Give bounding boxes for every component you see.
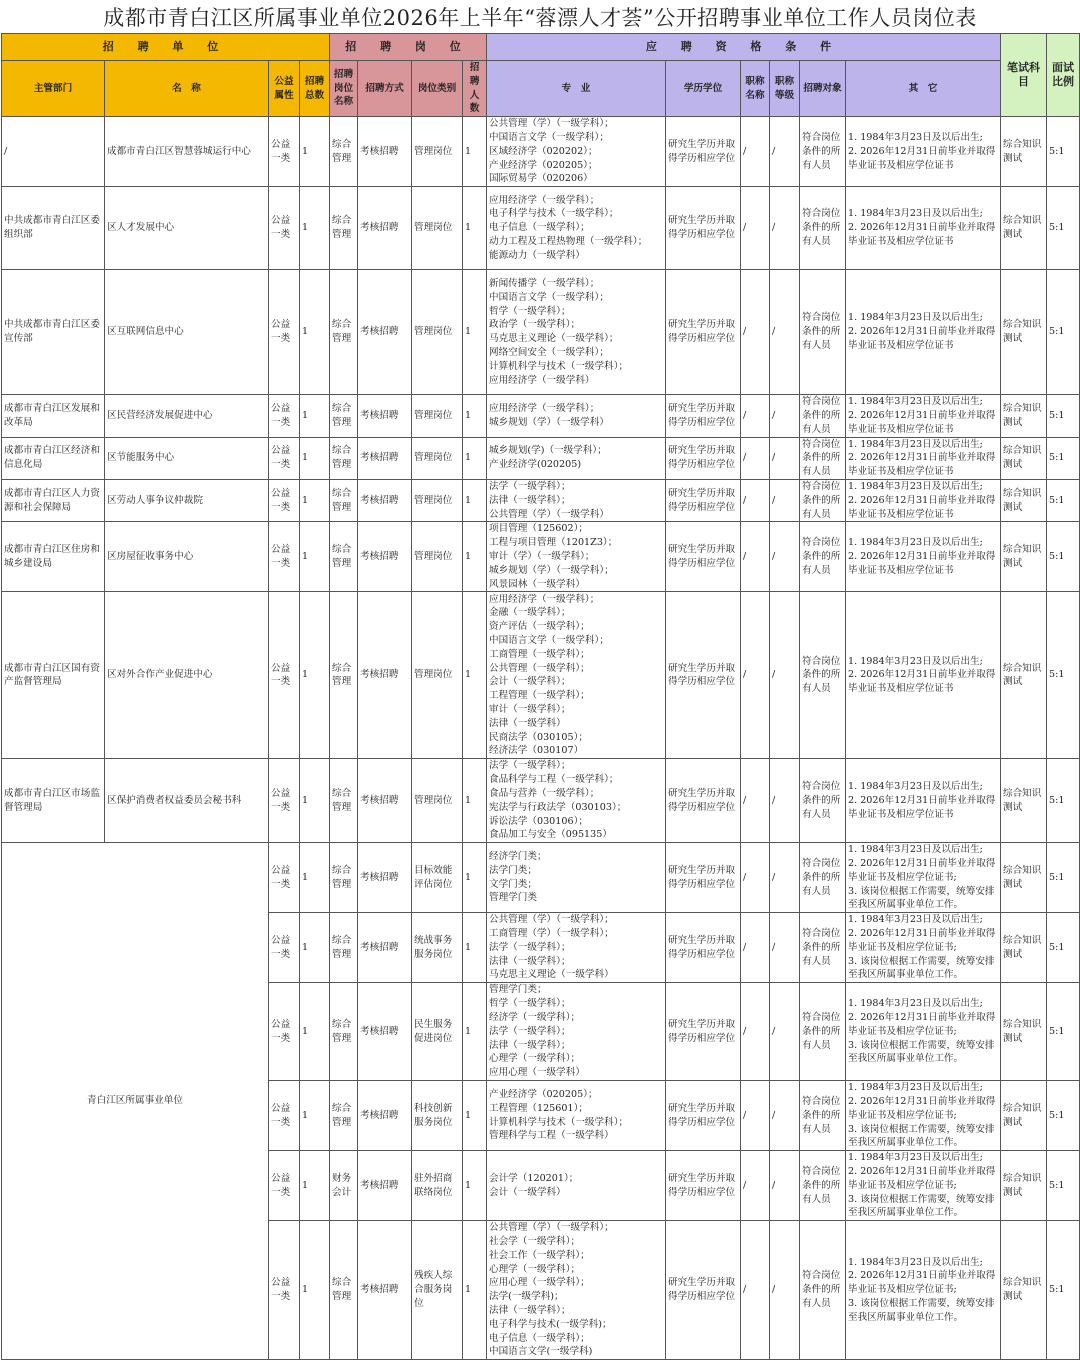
other-cell: 1. 1984年3月23日及以后出生; 2. 2026年12月31日前毕业并取得毕业证书及相应学位证书 [846, 187, 1001, 270]
group-header-unit: 招 聘 单 位 [2, 34, 330, 61]
title-level-cell: / [770, 1221, 800, 1360]
posname-cell: 综合管理 [330, 187, 358, 270]
other-cell: 1. 1984年3月23日及以后出生; 2. 2026年12月31日前毕业并取得毕业证书及相应学位证书; 3. 该岗位根据工作需要，统筹安排至我区所属事业单位工作。 [846, 913, 1001, 983]
unit-cell: 区互联网信息中心 [105, 270, 269, 395]
edu-cell: 研究生学历并取得学历相应学位 [666, 395, 741, 437]
title-level-cell: / [770, 187, 800, 270]
count-cell: 1 [463, 437, 487, 479]
title-name-cell: / [741, 759, 770, 843]
table-row [2, 522, 1080, 592]
total-cell: 1 [300, 187, 330, 270]
category-cell: 管理岗位 [412, 270, 463, 395]
major-cell: 管理学门类； 哲学（一级学科）； 经济学（一级学科）； 法学（一级学科）； 法律（一级学科）； 心理学（一级学科）； 应用心理（一级学科） [487, 983, 666, 1081]
category-cell: 科技创新服务岗位 [412, 1081, 463, 1151]
title-name-cell: / [741, 117, 770, 187]
method-cell: 考核招聘 [358, 843, 412, 913]
edu-cell: 研究生学历并取得学历相应学位 [666, 187, 741, 270]
posname-cell: 综合管理 [330, 592, 358, 759]
target-cell: 符合岗位条件的所有人员 [800, 187, 846, 270]
major-cell: 经济学门类； 法学门类； 文学门类； 管理学门类 [487, 843, 666, 913]
exam-cell: 综合知识测试 [1001, 395, 1047, 437]
edu-cell: 研究生学历并取得学历相应学位 [666, 479, 741, 521]
exam-cell: 综合知识测试 [1001, 913, 1047, 983]
total-cell: 1 [300, 592, 330, 759]
table-row [2, 270, 1080, 395]
count-cell: 1 [463, 913, 487, 983]
target-cell: 符合岗位条件的所有人员 [800, 759, 846, 843]
exam-cell: 综合知识测试 [1001, 187, 1047, 270]
total-cell: 1 [300, 1221, 330, 1360]
table-row [2, 437, 1080, 479]
method-cell: 考核招聘 [358, 437, 412, 479]
ratio-cell: 5:1 [1047, 437, 1080, 479]
method-cell: 考核招聘 [358, 1151, 412, 1221]
method-cell: 考核招聘 [358, 1081, 412, 1151]
major-cell: 应用经济学（一级学科）； 金融（一级学科）； 资产评估（一级学科）； 中国语言文学（一级学科）； 工商管理（一级学科）； 公共管理（一级学科）； 会计（一级学科）； 工程管理（一级学科）； 审计（一级学科）； 法律（一级学科） 民商法学（030105）； 经济法学（030107） [487, 592, 666, 759]
title-name-cell: / [741, 270, 770, 395]
edu-cell: 研究生学历并取得学历相应学位 [666, 983, 741, 1081]
total-cell: 1 [300, 437, 330, 479]
exam-cell: 综合知识测试 [1001, 1221, 1047, 1360]
attr-cell: 公益一类 [269, 395, 300, 437]
unit-cell: 区节能服务中心 [105, 437, 269, 479]
count-cell: 1 [463, 395, 487, 437]
major-cell: 新闻传播学（一级学科）； 中国语言文学（一级学科）； 哲学（一级学科）； 政治学（一级学科）； 马克思主义理论（一级学科）； 网络空间安全（一级学科）； 计算机科学与技术（一级学科）； 应用经济学（一级学科） [487, 270, 666, 395]
header-total: 招聘总数 [300, 61, 330, 117]
total-cell: 1 [300, 759, 330, 843]
attr-cell: 公益一类 [269, 522, 300, 592]
ratio-cell: 5:1 [1047, 1151, 1080, 1221]
target-cell: 符合岗位条件的所有人员 [800, 592, 846, 759]
title-name-cell: / [741, 1221, 770, 1360]
attr-cell: 公益一类 [269, 592, 300, 759]
method-cell: 考核招聘 [358, 1221, 412, 1360]
count-cell: 1 [463, 1221, 487, 1360]
ratio-cell: 5:1 [1047, 843, 1080, 913]
target-cell: 符合岗位条件的所有人员 [800, 843, 846, 913]
target-cell: 符合岗位条件的所有人员 [800, 1151, 846, 1221]
edu-cell: 研究生学历并取得学历相应学位 [666, 270, 741, 395]
total-cell: 1 [300, 117, 330, 187]
ratio-cell: 5:1 [1047, 759, 1080, 843]
ratio-cell: 5:1 [1047, 187, 1080, 270]
total-cell: 1 [300, 843, 330, 913]
major-cell: 公共管理（学）（一级学科）； 工商管理（学）（一级学科）； 法学（一级学科）； 法律（一级学科）； 马克思主义理论（一级学科） [487, 913, 666, 983]
exam-cell: 综合知识测试 [1001, 1081, 1047, 1151]
target-cell: 符合岗位条件的所有人员 [800, 1221, 846, 1360]
table-row [2, 592, 1080, 759]
other-cell: 1. 1984年3月23日及以后出生; 2. 2026年12月31日前毕业并取得毕业证书及相应学位证书; 3. 该岗位根据工作需要，统筹安排至我区所属事业单位工作。 [846, 843, 1001, 913]
dept-cell: 成都市青白江区住房和城乡建设局 [2, 522, 105, 592]
posname-cell: 综合管理 [330, 270, 358, 395]
ratio-cell: 5:1 [1047, 983, 1080, 1081]
title-level-cell: / [770, 913, 800, 983]
posname-cell: 综合管理 [330, 913, 358, 983]
title-level-cell: / [770, 592, 800, 759]
title-level-cell: / [770, 437, 800, 479]
target-cell: 符合岗位条件的所有人员 [800, 479, 846, 521]
category-cell: 管理岗位 [412, 522, 463, 592]
major-cell: 应用经济学（一级学科）； 电子科学与技术（一级学科）； 电子信息（一级学科）； 动力工程及工程热物理（一级学科）； 能源动力（一级学科） [487, 187, 666, 270]
total-cell: 1 [300, 522, 330, 592]
count-cell: 1 [463, 270, 487, 395]
category-cell: 残疾人综合服务岗位 [412, 1221, 463, 1360]
count-cell: 1 [463, 843, 487, 913]
title-level-cell: / [770, 843, 800, 913]
title-level-cell: / [770, 479, 800, 521]
header-dept: 主管部门 [2, 61, 105, 117]
edu-cell: 研究生学历并取得学历相应学位 [666, 1151, 741, 1221]
count-cell: 1 [463, 117, 487, 187]
target-cell: 符合岗位条件的所有人员 [800, 522, 846, 592]
category-cell: 目标效能评估岗位 [412, 843, 463, 913]
header-other: 其 它 [846, 61, 1001, 117]
attr-cell: 公益一类 [269, 437, 300, 479]
attr-cell: 公益一类 [269, 1081, 300, 1151]
method-cell: 考核招聘 [358, 187, 412, 270]
ratio-cell: 5:1 [1047, 479, 1080, 521]
edu-cell: 研究生学历并取得学历相应学位 [666, 437, 741, 479]
header-posname: 招聘岗位名称 [330, 61, 358, 117]
total-cell: 1 [300, 270, 330, 395]
posname-cell: 综合管理 [330, 1221, 358, 1360]
attr-cell: 公益一类 [269, 843, 300, 913]
table-row [2, 479, 1080, 521]
posname-cell: 综合管理 [330, 479, 358, 521]
edu-cell: 研究生学历并取得学历相应学位 [666, 522, 741, 592]
dept-cell: 成都市青白江区市场监督管理局 [2, 759, 105, 843]
method-cell: 考核招聘 [358, 479, 412, 521]
total-cell: 1 [300, 1081, 330, 1151]
table-row [2, 759, 1080, 843]
dept-cell: 成都市青白江区人力资源和社会保障局 [2, 479, 105, 521]
edu-cell: 研究生学历并取得学历相应学位 [666, 117, 741, 187]
title-level-cell: / [770, 117, 800, 187]
exam-cell: 综合知识测试 [1001, 1151, 1047, 1221]
edu-cell: 研究生学历并取得学历相应学位 [666, 843, 741, 913]
other-cell: 1. 1984年3月23日及以后出生; 2. 2026年12月31日前毕业并取得毕业证书及相应学位证书 [846, 270, 1001, 395]
title-name-cell: / [741, 479, 770, 521]
unit-cell: 区民营经济发展促进中心 [105, 395, 269, 437]
dept-cell: 中共成都市青白江区委宣传部 [2, 270, 105, 395]
target-cell: 符合岗位条件的所有人员 [800, 1081, 846, 1151]
title-name-cell: / [741, 187, 770, 270]
title-level-cell: / [770, 759, 800, 843]
category-cell: 管理岗位 [412, 759, 463, 843]
total-cell: 1 [300, 1151, 330, 1221]
title-name-cell: / [741, 1151, 770, 1221]
other-cell: 1. 1984年3月23日及以后出生; 2. 2026年12月31日前毕业并取得毕业证书及相应学位证书; 3. 该岗位根据工作需要，统筹安排至我区所属事业单位工作。 [846, 983, 1001, 1081]
ratio-cell: 5:1 [1047, 395, 1080, 437]
major-cell: 会计学（120201）； 会计（一级学科） [487, 1151, 666, 1221]
title-name-cell: / [741, 592, 770, 759]
exam-cell: 综合知识测试 [1001, 479, 1047, 521]
header-exam: 笔试科目 [1001, 34, 1047, 117]
category-cell: 管理岗位 [412, 187, 463, 270]
count-cell: 1 [463, 592, 487, 759]
category-cell: 管理岗位 [412, 592, 463, 759]
unit-cell: 成都市青白江区智慧蓉城运行中心 [105, 117, 269, 187]
count-cell: 1 [463, 479, 487, 521]
method-cell: 考核招聘 [358, 117, 412, 187]
dept-cell: / [2, 117, 105, 187]
category-cell: 管理岗位 [412, 117, 463, 187]
other-cell: 1. 1984年3月23日及以后出生; 2. 2026年12月31日前毕业并取得毕业证书及相应学位证书 [846, 522, 1001, 592]
target-cell: 符合岗位条件的所有人员 [800, 117, 846, 187]
category-cell: 驻外招商联络岗位 [412, 1151, 463, 1221]
unit-cell: 区劳动人事争议仲裁院 [105, 479, 269, 521]
target-cell: 符合岗位条件的所有人员 [800, 983, 846, 1081]
count-cell: 1 [463, 187, 487, 270]
exam-cell: 综合知识测试 [1001, 270, 1047, 395]
other-cell: 1. 1984年3月23日及以后出生; 2. 2026年12月31日前毕业并取得毕业证书及相应学位证书 [846, 117, 1001, 187]
total-cell: 1 [300, 395, 330, 437]
header-count: 招聘人数 [463, 61, 487, 117]
exam-cell: 综合知识测试 [1001, 759, 1047, 843]
other-cell: 1. 1984年3月23日及以后出生; 2. 2026年12月31日前毕业并取得毕业证书及相应学位证书 [846, 759, 1001, 843]
method-cell: 考核招聘 [358, 913, 412, 983]
unit-cell: 区人才发展中心 [105, 187, 269, 270]
category-cell: 管理岗位 [412, 479, 463, 521]
posname-cell: 综合管理 [330, 117, 358, 187]
header-major: 专 业 [487, 61, 666, 117]
posname-cell: 综合管理 [330, 843, 358, 913]
exam-cell: 综合知识测试 [1001, 592, 1047, 759]
title-name-cell: / [741, 437, 770, 479]
table-row [2, 117, 1080, 187]
attr-cell: 公益一类 [269, 759, 300, 843]
title-level-cell: / [770, 983, 800, 1081]
category-cell: 管理岗位 [412, 437, 463, 479]
method-cell: 考核招聘 [358, 270, 412, 395]
count-cell: 1 [463, 1081, 487, 1151]
attr-cell: 公益一类 [269, 270, 300, 395]
attr-cell: 公益一类 [269, 913, 300, 983]
other-cell: 1. 1984年3月23日及以后出生; 2. 2026年12月31日前毕业并取得毕业证书及相应学位证书 [846, 395, 1001, 437]
dept-cell: 成都市青白江区国有资产监督管理局 [2, 592, 105, 759]
count-cell: 1 [463, 983, 487, 1081]
method-cell: 考核招聘 [358, 395, 412, 437]
group-header-position: 招 聘 岗 位 [330, 34, 487, 61]
table-row [2, 395, 1080, 437]
major-cell: 法学（一级学科）； 食品科学与工程（一级学科）； 食品与营养（一级学科）； 宪法学与行政法学（030103）； 诉讼法学（030106）； 食品加工与安全（095135） [487, 759, 666, 843]
edu-cell: 研究生学历并取得学历相应学位 [666, 913, 741, 983]
count-cell: 1 [463, 1151, 487, 1221]
group-header-qualification: 应 聘 资 格 条 件 [487, 34, 1001, 61]
header-title-level: 职称等级 [770, 61, 800, 117]
title-name-cell: / [741, 395, 770, 437]
total-cell: 1 [300, 913, 330, 983]
page-title: 成都市青白江区所属事业单位2026年上半年“蓉漂人才荟”公开招聘事业单位工作人员岗位表 [103, 6, 977, 30]
unit-cell: 区保护消费者权益委员会秘书科 [105, 759, 269, 843]
total-cell: 1 [300, 479, 330, 521]
category-cell: 管理岗位 [412, 395, 463, 437]
header-unit: 名 称 [105, 61, 269, 117]
exam-cell: 综合知识测试 [1001, 843, 1047, 913]
title-name-cell: / [741, 522, 770, 592]
title-name-cell: / [741, 983, 770, 1081]
edu-cell: 研究生学历并取得学历相应学位 [666, 759, 741, 843]
unit-cell: 区对外合作产业促进中心 [105, 592, 269, 759]
title-level-cell: / [770, 1081, 800, 1151]
target-cell: 符合岗位条件的所有人员 [800, 270, 846, 395]
method-cell: 考核招聘 [358, 592, 412, 759]
header-target: 招聘对象 [800, 61, 846, 117]
other-cell: 1. 1984年3月23日及以后出生; 2. 2026年12月31日前毕业并取得毕业证书及相应学位证书; 3. 该岗位根据工作需要，统筹安排至我区所属事业单位工作。 [846, 1221, 1001, 1360]
title-level-cell: / [770, 270, 800, 395]
title-level-cell: / [770, 522, 800, 592]
major-cell: 项目管理（125602）； 工程与项目管理（1201Z3）； 审计（学）（一级学科）； 城乡规划（学）（一级学科）； 风景园林（一级学科） [487, 522, 666, 592]
title-name-cell: / [741, 1081, 770, 1151]
title-name-cell: / [741, 843, 770, 913]
table-row [2, 187, 1080, 270]
posname-cell: 综合管理 [330, 437, 358, 479]
major-cell: 法学（一级学科）； 法律（一级学科）； 公共管理（学）（一级学科） [487, 479, 666, 521]
method-cell: 考核招聘 [358, 522, 412, 592]
other-cell: 1. 1984年3月23日及以后出生; 2. 2026年12月31日前毕业并取得毕业证书及相应学位证书 [846, 437, 1001, 479]
table-row [2, 843, 1080, 913]
ratio-cell: 5:1 [1047, 592, 1080, 759]
attr-cell: 公益一类 [269, 479, 300, 521]
method-cell: 考核招聘 [358, 759, 412, 843]
table-body [2, 117, 1080, 1360]
ratio-cell: 5:1 [1047, 522, 1080, 592]
attr-cell: 公益一类 [269, 1151, 300, 1221]
category-cell: 民生服务促进岗位 [412, 983, 463, 1081]
major-cell: 城乡规划(学)（一级学科）； 产业经济学(020205) [487, 437, 666, 479]
major-cell: 公共管理（学）（一级学科）； 中国语言文学（一级学科）； 区域经济学（020202）； 产业经济学（020205）； 国际贸易学（020206） [487, 117, 666, 187]
header-category: 岗位类别 [412, 61, 463, 117]
exam-cell: 综合知识测试 [1001, 522, 1047, 592]
exam-cell: 综合知识测试 [1001, 983, 1047, 1081]
category-cell: 统战事务服务岗位 [412, 913, 463, 983]
dept-cell: 中共成都市青白江区委组织部 [2, 187, 105, 270]
attr-cell: 公益一类 [269, 1221, 300, 1360]
ratio-cell: 5:1 [1047, 117, 1080, 187]
title-level-cell: / [770, 1151, 800, 1221]
attr-cell: 公益一类 [269, 187, 300, 270]
exam-cell: 综合知识测试 [1001, 117, 1047, 187]
posname-cell: 综合管理 [330, 1081, 358, 1151]
other-cell: 1. 1984年3月23日及以后出生; 2. 2026年12月31日前毕业并取得毕业证书及相应学位证书; 3. 该岗位根据工作需要，统筹安排至我区所属事业单位工作。 [846, 1151, 1001, 1221]
other-cell: 1. 1984年3月23日及以后出生; 2. 2026年12月31日前毕业并取得毕业证书及相应学位证书; 3. 该岗位根据工作需要，统筹安排至我区所属事业单位工作。 [846, 1081, 1001, 1151]
method-cell: 考核招聘 [358, 983, 412, 1081]
count-cell: 1 [463, 522, 487, 592]
header-attr: 公益属性 [269, 61, 300, 117]
edu-cell: 研究生学历并取得学历相应学位 [666, 1221, 741, 1360]
major-cell: 公共管理（学）（一级学科）； 社会学（一级学科）； 社会工作（一级学科）； 心理学（一级学科）； 应用心理（一级学科）； 法学(一级学科)； 法律（一级学科）； 电子科学与技术(一级学科)； 电子信息（一级学科）； 中国语言文学(一级学科) [487, 1221, 666, 1360]
edu-cell: 研究生学历并取得学历相应学位 [666, 1081, 741, 1151]
positions-table [1, 33, 1080, 1360]
header-edu: 学历学位 [666, 61, 741, 117]
header-title-name: 职称名称 [741, 61, 770, 117]
total-cell: 1 [300, 983, 330, 1081]
dept-cell: 成都市青白江区发展和改革局 [2, 395, 105, 437]
target-cell: 符合岗位条件的所有人员 [800, 437, 846, 479]
attr-cell: 公益一类 [269, 117, 300, 187]
posname-cell: 综合管理 [330, 759, 358, 843]
ratio-cell: 5:1 [1047, 1221, 1080, 1360]
header-method: 招聘方式 [358, 61, 412, 117]
posname-cell: 综合管理 [330, 522, 358, 592]
exam-cell: 综合知识测试 [1001, 437, 1047, 479]
header-ratio: 面试比例 [1047, 34, 1080, 117]
attr-cell: 公益一类 [269, 983, 300, 1081]
posname-cell: 综合管理 [330, 395, 358, 437]
ratio-cell: 5:1 [1047, 913, 1080, 983]
target-cell: 符合岗位条件的所有人员 [800, 395, 846, 437]
dept-cell: 成都市青白江区经济和信息化局 [2, 437, 105, 479]
target-cell: 符合岗位条件的所有人员 [800, 913, 846, 983]
title-name-cell: / [741, 913, 770, 983]
posname-cell: 综合管理 [330, 983, 358, 1081]
ratio-cell: 5:1 [1047, 270, 1080, 395]
unit-cell: 区房屋征收事务中心 [105, 522, 269, 592]
posname-cell: 财务会计 [330, 1151, 358, 1221]
other-cell: 1. 1984年3月23日及以后出生; 2. 2026年12月31日前毕业并取得毕业证书及相应学位证书 [846, 479, 1001, 521]
count-cell: 1 [463, 759, 487, 843]
group-unit-cell: 青白江区所属事业单位 [2, 843, 269, 1360]
major-cell: 产业经济学（020205）； 工程管理（125601）； 计算机科学与技术（一级学科）； 管理科学与工程（一级学科） [487, 1081, 666, 1151]
edu-cell: 研究生学历并取得学历相应学位 [666, 592, 741, 759]
other-cell: 1. 1984年3月23日及以后出生; 2. 2026年12月31日前毕业并取得毕业证书及相应学位证书 [846, 592, 1001, 759]
ratio-cell: 5:1 [1047, 1081, 1080, 1151]
major-cell: 应用经济学（一级学科）； 城乡规划（学）（一级学科） [487, 395, 666, 437]
title-level-cell: / [770, 395, 800, 437]
